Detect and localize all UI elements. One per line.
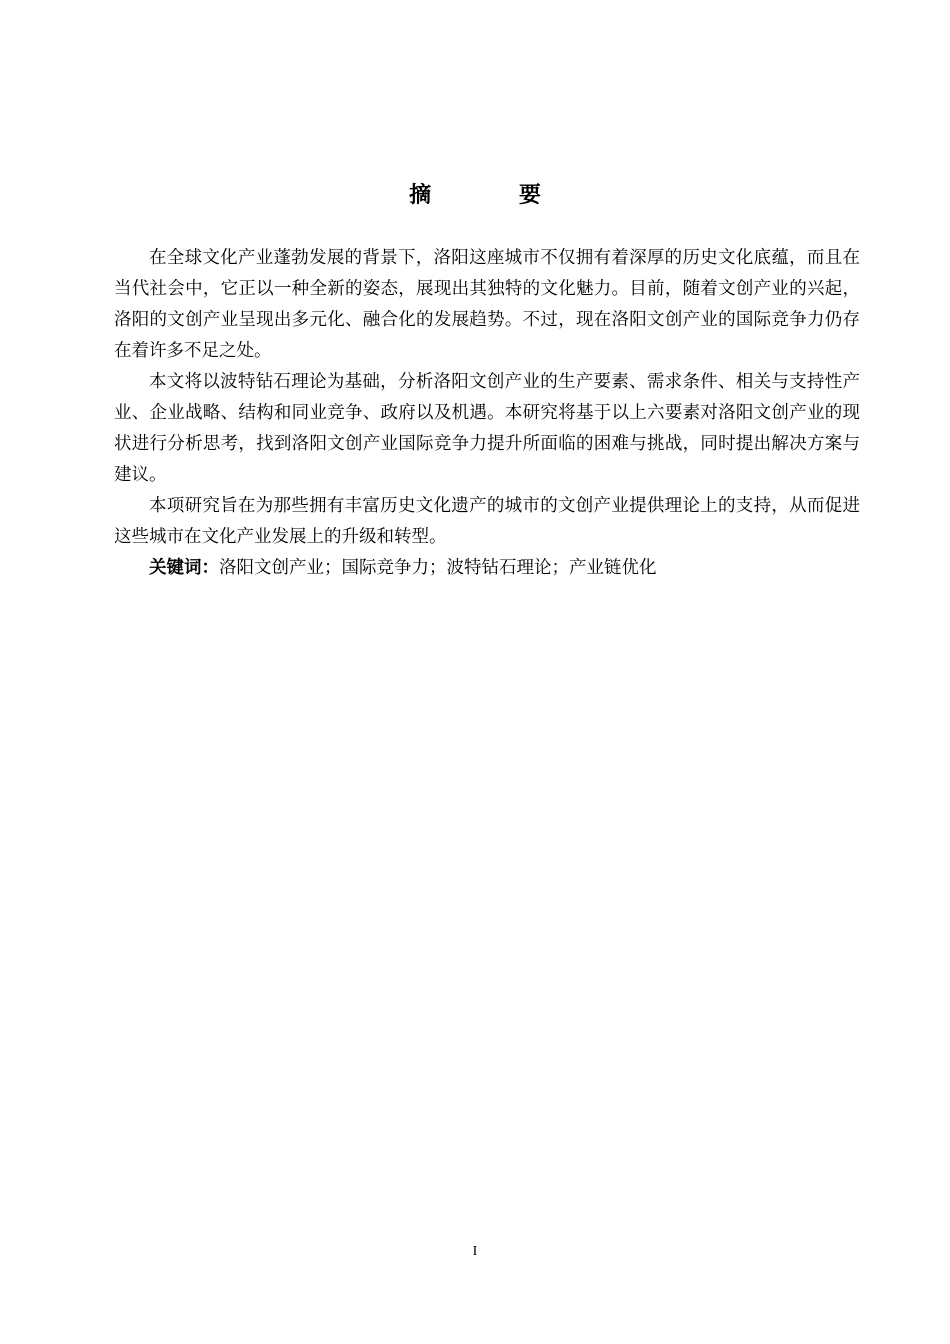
abstract-body — [114, 243, 860, 584]
abstract-title: 摘 要 — [409, 183, 581, 208]
abstract-paragraph-2: 本文将以波特钻石理论为基础，分析洛阳文创产业的生产要素、需求条件、相关与支持性产业、企业战略、结构和同业竞争、政府以及机遇。本研究将基于以上六要素对洛阳文创产业的现状进行分析思考，找到洛阳文创产业国际竞争力提升所面临的困难与挑战，同时提出解决方案与建议。 — [114, 372, 860, 485]
keywords-label: 关键词： — [149, 558, 219, 578]
abstract-paragraph-3: 本项研究旨在为那些拥有丰富历史文化遗产的城市的文创产业提供理论上的支持，从而促进这些城市在文化产业发展上的升级和转型。 — [114, 496, 860, 547]
page-number: I — [472, 1244, 478, 1259]
keywords-list: 洛阳文创产业；国际竞争力；波特钻石理论；产业链优化 — [219, 558, 657, 578]
abstract-paragraph-1: 在全球文化产业蓬勃发展的背景下，洛阳这座城市不仅拥有着深厚的历史文化底蕴，而且在当代社会中，它正以一种全新的姿态，展现出其独特的文化魅力。目前，随着文创产业的兴起，洛阳的文创产业呈现出多元化、融合化的发展趋势。不过，现在洛阳文创产业的国际竞争力仍存在着许多不足之处。 — [114, 248, 860, 361]
keywords-line — [114, 553, 860, 584]
